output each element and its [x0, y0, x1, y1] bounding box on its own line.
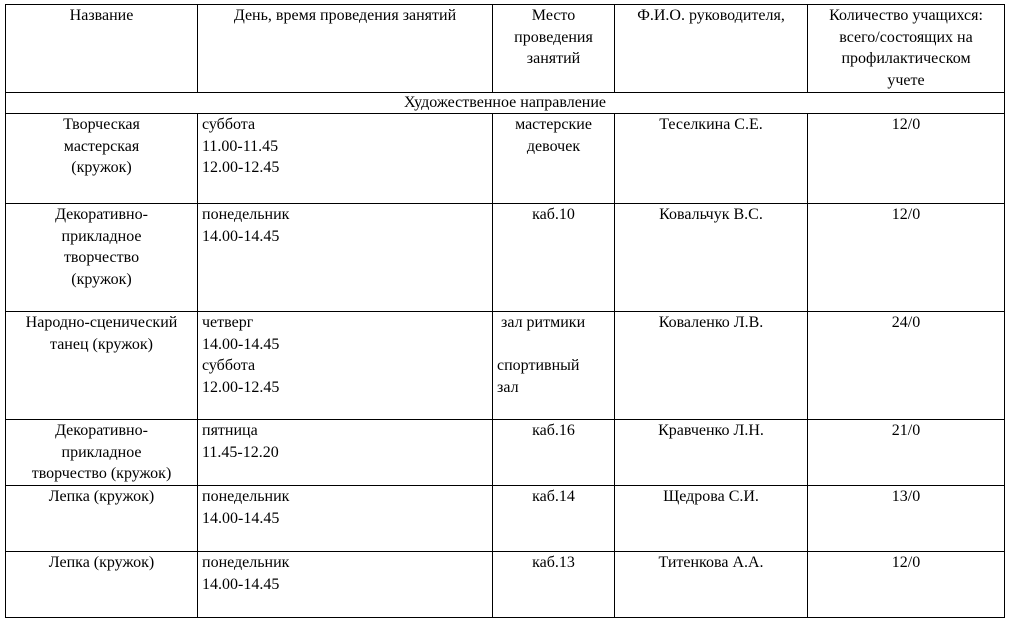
header-place: Место проведения занятий — [493, 5, 615, 93]
cell-schedule: пятница 11.45-12.20 — [198, 420, 493, 486]
cell-schedule: понедельник 14.00-14.45 — [198, 486, 493, 552]
section-row — [6, 93, 1005, 114]
section-title: Художественное направление — [6, 93, 1005, 114]
header-schedule: День, время проведения занятий — [198, 5, 493, 93]
header-name: Название — [6, 5, 198, 93]
cell-leader: Щедрова С.И. — [615, 486, 808, 552]
cell-leader: Кравченко Л.Н. — [615, 420, 808, 486]
cell-place: каб.10 — [493, 204, 615, 312]
cell-name: Декоративно- прикладное творчество (кружок) — [6, 204, 198, 312]
table-row — [6, 486, 1005, 552]
cell-students: 12/0 — [808, 204, 1005, 312]
cell-leader: Ковальчук В.С. — [615, 204, 808, 312]
cell-name: Лепка (кружок) — [6, 486, 198, 552]
cell-name: Лепка (кружок) — [6, 552, 198, 618]
header-leader: Ф.И.О. руководителя, — [615, 5, 808, 93]
cell-schedule: понедельник 14.00-14.45 — [198, 204, 493, 312]
cell-name: Народно-сценический танец (кружок) — [6, 312, 198, 420]
cell-leader: Титенкова А.А. — [615, 552, 808, 618]
cell-leader: Теселкина С.Е. — [615, 114, 808, 204]
cell-students: 21/0 — [808, 420, 1005, 486]
cell-name: Декоративно- прикладное творчество (кружок) — [6, 420, 198, 486]
table-row — [6, 420, 1005, 486]
cell-leader: Коваленко Л.В. — [615, 312, 808, 420]
cell-students: 13/0 — [808, 486, 1005, 552]
cell-place: мастерские девочек — [493, 114, 615, 204]
activities-table — [5, 4, 1005, 618]
table-row — [6, 552, 1005, 618]
cell-name: Творческая мастерская (кружок) — [6, 114, 198, 204]
table-row — [6, 312, 1005, 420]
cell-place: каб.14 — [493, 486, 615, 552]
cell-place: каб.16 — [493, 420, 615, 486]
cell-schedule: суббота 11.00-11.45 12.00-12.45 — [198, 114, 493, 204]
cell-students: 12/0 — [808, 114, 1005, 204]
cell-place: каб.13 — [493, 552, 615, 618]
cell-schedule: четверг 14.00-14.45 суббота 12.00-12.45 — [198, 312, 493, 420]
header-students: Количество учащихся: всего/состоящих на профилактическом учете — [808, 5, 1005, 93]
cell-students: 12/0 — [808, 552, 1005, 618]
cell-students: 24/0 — [808, 312, 1005, 420]
cell-place: зал ритмики спортивный зал — [493, 312, 615, 420]
cell-schedule: понедельник 14.00-14.45 — [198, 552, 493, 618]
table-row — [6, 114, 1005, 204]
table-row — [6, 204, 1005, 312]
header-row — [6, 5, 1005, 93]
